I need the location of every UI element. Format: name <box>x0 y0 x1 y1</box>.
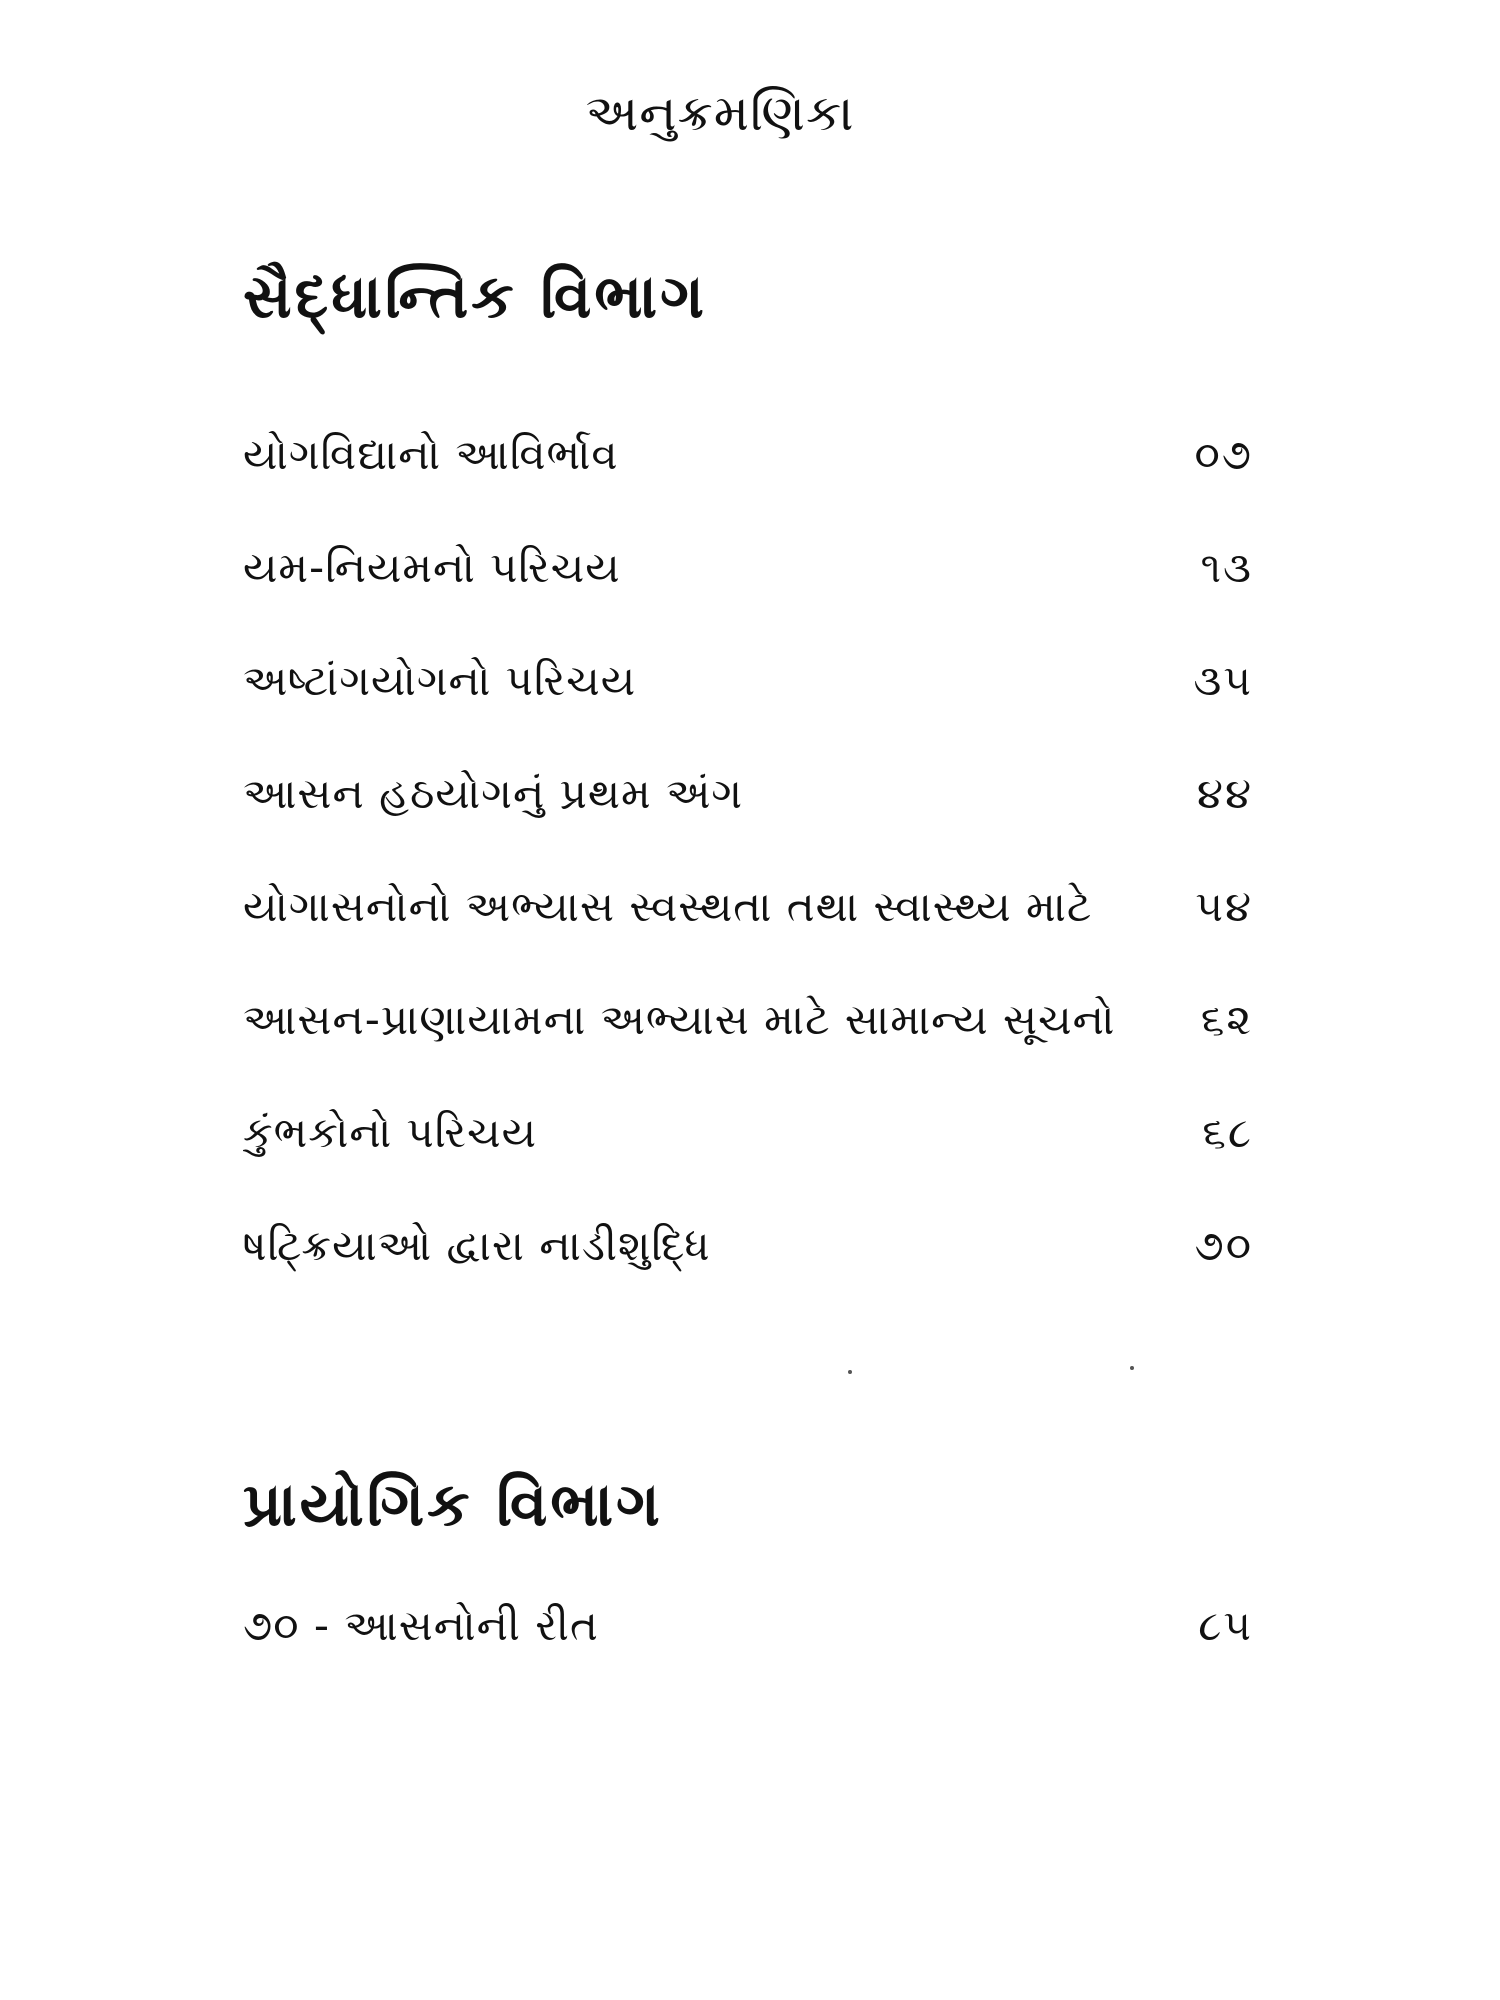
toc-entry-title: કુંભકોનો પરિચય <box>243 1108 538 1157</box>
toc-entry <box>243 1103 1253 1216</box>
toc-entry-title: અષ્ટાંગયોગનો પરિચય <box>243 656 637 705</box>
toc-entry-page-number: ૭૦ <box>1194 1221 1253 1270</box>
toc-entry-title: આસન-પ્રાણાયામના અભ્યાસ માટે સામાન્ય સૂચનો <box>243 995 1116 1044</box>
toc-entry-page-number: ૬૮ <box>1202 1108 1253 1157</box>
section-heading-theory: સૈદ્ધાન્તિક વિભાગ <box>243 262 707 332</box>
toc-list-theory <box>243 425 1253 1329</box>
toc-entry <box>243 990 1253 1103</box>
toc-entry-page-number: ૪૪ <box>1196 769 1253 818</box>
scan-speck <box>1130 1366 1134 1370</box>
toc-entry <box>243 764 1253 877</box>
toc-entry-page-number: ૩૫ <box>1193 656 1253 705</box>
toc-entry-title: આસન હઠયોગનું પ્રથમ અંગ <box>243 769 744 818</box>
toc-entry-title: ૭૦ - આસનોની રીત <box>243 1601 599 1650</box>
toc-entry <box>243 1596 1253 1709</box>
toc-entry-page-number: ૧૩ <box>1200 543 1253 592</box>
toc-entry-page-number: ૫૪ <box>1195 882 1253 931</box>
scan-speck <box>848 1370 852 1374</box>
toc-entry-page-number: ૮૫ <box>1198 1601 1253 1650</box>
toc-entry-page-number: ૬૨ <box>1200 995 1253 1044</box>
toc-list-practical <box>243 1596 1253 1709</box>
toc-entry <box>243 538 1253 651</box>
toc-entry-title: યોગવિદ્યાનો આવિર્ભાવ <box>243 430 619 479</box>
section-heading-practical: પ્રાયોગિક વિભાગ <box>243 1470 663 1540</box>
page-title: અનુક્રમણિકા <box>585 84 855 142</box>
toc-entry <box>243 877 1253 990</box>
toc-entry <box>243 651 1253 764</box>
toc-entry-page-number: ૦૭ <box>1194 430 1253 479</box>
toc-entry-title: ષટ્ક્રિયાઓ દ્વારા નાડીશુદ્ધિ <box>243 1221 711 1270</box>
toc-entry <box>243 1216 1253 1329</box>
toc-entry <box>243 425 1253 538</box>
toc-entry-title: યોગાસનોનો અભ્યાસ સ્વસ્થતા તથા સ્વાસ્થ્ય માટે <box>243 882 1093 931</box>
toc-entry-title: યમ-નિયમનો પરિચય <box>243 543 621 592</box>
